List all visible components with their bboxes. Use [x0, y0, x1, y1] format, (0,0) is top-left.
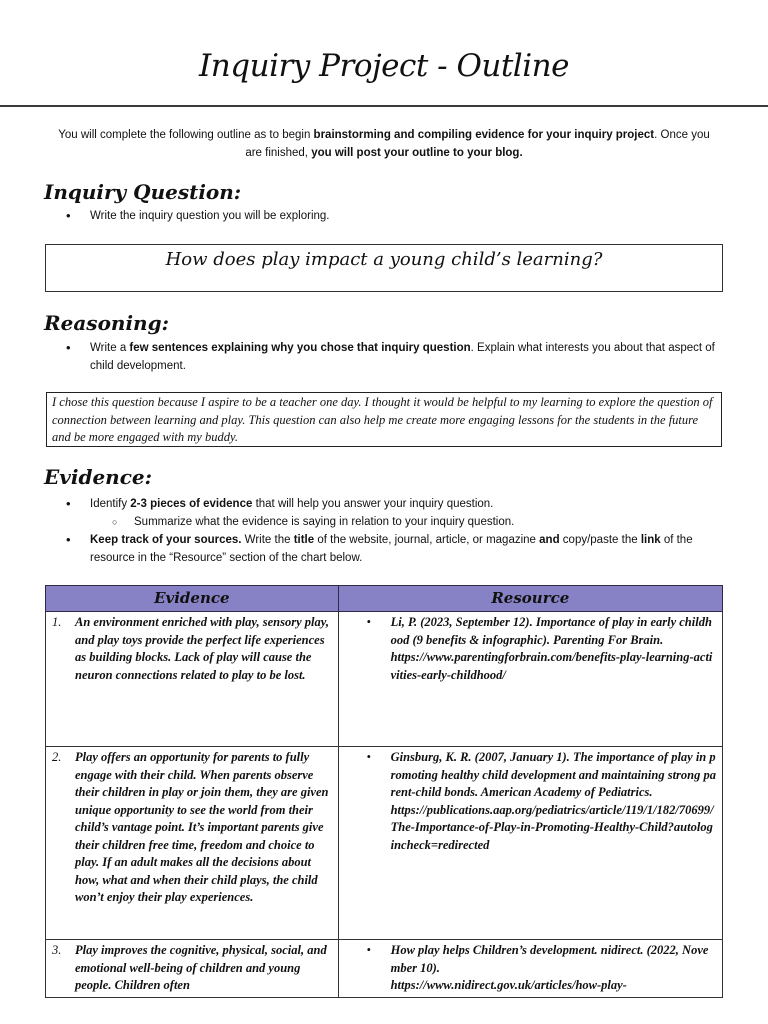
evidence-text: Play improves the cognitive, physical, social, and emotional well-being of children and young people. Children often — [75, 943, 327, 992]
instruction-text: copy/paste the — [559, 534, 641, 546]
evidence-number: 3. — [52, 943, 62, 957]
reasoning-heading: Reasoning: — [44, 311, 169, 335]
citation-title: The importance of play in promoting healthy child development and maintaining strong parent-child bonds. — [390, 750, 716, 799]
column-header-evidence: Evidence — [46, 586, 339, 612]
document-title: Inquiry Project - Outline — [199, 48, 569, 84]
reasoning-instructions — [62, 339, 722, 375]
instruction-item — [62, 339, 722, 375]
instruction-text: . Explain what interests you about that aspect of child development. — [90, 342, 715, 372]
bullet-icon: • — [366, 615, 371, 629]
citation-title: How play helps Children’s development. — [390, 943, 598, 957]
instruction-text: Write the — [241, 534, 294, 546]
evidence-cell[interactable] — [46, 612, 339, 747]
table-row — [46, 612, 723, 747]
evidence-heading: Evidence: — [44, 465, 152, 489]
evidence-text: An environment enriched with play, sensory play, and play toys provide the perfect life experiences as building blocks. Lack of play will cause the neuron connections related to play to be lost. — [75, 615, 329, 682]
resource-link[interactable]: https://www.parentingforbrain.com/benefits-play-learning-activities-early-childhood/ — [390, 650, 713, 682]
reasoning-text: I chose this question because I aspire to be a teacher one day. I thought it would be helpful to my learning to explore the question of connection between learning and play. This question can also help me create more engaging lessons for the students in the future and be more engaged with my buddy. — [52, 395, 713, 444]
intro-paragraph — [50, 126, 718, 162]
citation-title: Importance of play in early childhood (9 benefits & infographic). — [390, 615, 712, 647]
table-row — [46, 940, 723, 998]
intro-text: You will complete the following outline as to begin — [58, 129, 314, 141]
resource-citation — [391, 942, 716, 995]
instruction-bold-text: 2-3 pieces of evidence — [130, 498, 253, 510]
resource-cell[interactable] — [338, 747, 722, 940]
instruction-bold-text: few sentences explaining why you chose that inquiry question — [129, 342, 471, 354]
intro-text: . Once you are finished, — [245, 129, 710, 159]
title-divider — [0, 105, 768, 107]
inquiry-question-heading: Inquiry Question: — [44, 180, 242, 204]
instruction-text: Write a — [90, 342, 130, 354]
instruction-bold-text: title — [293, 534, 315, 546]
inquiry-question-answer-box[interactable] — [45, 244, 723, 292]
citation-publisher: American Academy of Pediatrics. — [478, 785, 653, 799]
instruction-bold-text: and — [539, 534, 560, 546]
evidence-number: 1. — [52, 615, 62, 629]
intro-bold-text: brainstorming and compiling evidence for your inquiry project — [313, 129, 655, 141]
resource-link[interactable]: https://publications.aap.org/pediatrics/article/119/1/182/70699/The-Importance-of-Play-in-Promoting-Healthy-Child?autologincheck=redirected — [390, 802, 714, 852]
table-row — [46, 747, 723, 940]
evidence-number: 2. — [52, 750, 62, 764]
instruction-text: of the resource in the “Resource” section of the chart below. — [90, 534, 693, 564]
citation-publisher: nidirect. (2022, November 10). — [390, 943, 709, 975]
instruction-bold-text: Keep track of your sources. — [90, 534, 242, 546]
bullet-icon: • — [366, 943, 371, 957]
reasoning-answer-box[interactable] — [46, 392, 722, 447]
inquiry-question-instructions — [62, 207, 722, 225]
resource-cell[interactable] — [338, 612, 722, 747]
instruction-text: Identify — [90, 498, 131, 510]
instruction-item — [62, 531, 722, 567]
column-header-resource: Resource — [338, 586, 722, 612]
citation-author: Li, P. (2023, September 12). — [390, 615, 536, 629]
bullet-icon: • — [366, 750, 371, 764]
instruction-item: • Write the inquiry question you will be exploring. — [62, 207, 722, 225]
resource-citation — [391, 749, 716, 854]
instruction-text: of the website, journal, article, or magazine — [314, 534, 540, 546]
resource-cell[interactable] — [338, 940, 722, 998]
instruction-bold-text: link — [640, 534, 661, 546]
evidence-text: Play offers an opportunity for parents to fully engage with their child. When parents observe their children in play or join them, they are given unique opportunity to see the world from their child’s vantage point. It’s important parents give their children free time, freedom and choice to play. If an adult makes all the decisions about how, what and when their child plays, the child won’t enjoy their play experiences. — [75, 750, 329, 904]
evidence-cell[interactable] — [46, 747, 339, 940]
evidence-cell[interactable] — [46, 940, 339, 998]
intro-bold-text: you will post your outline to your blog. — [311, 147, 523, 159]
table-header-row — [46, 586, 723, 612]
instruction-subitem: ○ Summarize what the evidence is saying in relation to your inquiry question. — [62, 513, 722, 531]
inquiry-question-text: How does play impact a young child’s learning? — [165, 249, 603, 270]
instruction-text: that will help you answer your inquiry question. — [252, 498, 494, 510]
resource-citation — [391, 614, 716, 684]
evidence-instructions — [62, 495, 722, 567]
citation-author: Ginsburg, K. R. (2007, January 1). — [390, 750, 573, 764]
citation-publisher: Parenting For Brain. — [549, 632, 664, 647]
evidence-table — [45, 585, 723, 998]
resource-link[interactable]: https://www.nidirect.gov.uk/articles/how-play- — [390, 978, 627, 992]
instruction-item — [62, 495, 722, 513]
